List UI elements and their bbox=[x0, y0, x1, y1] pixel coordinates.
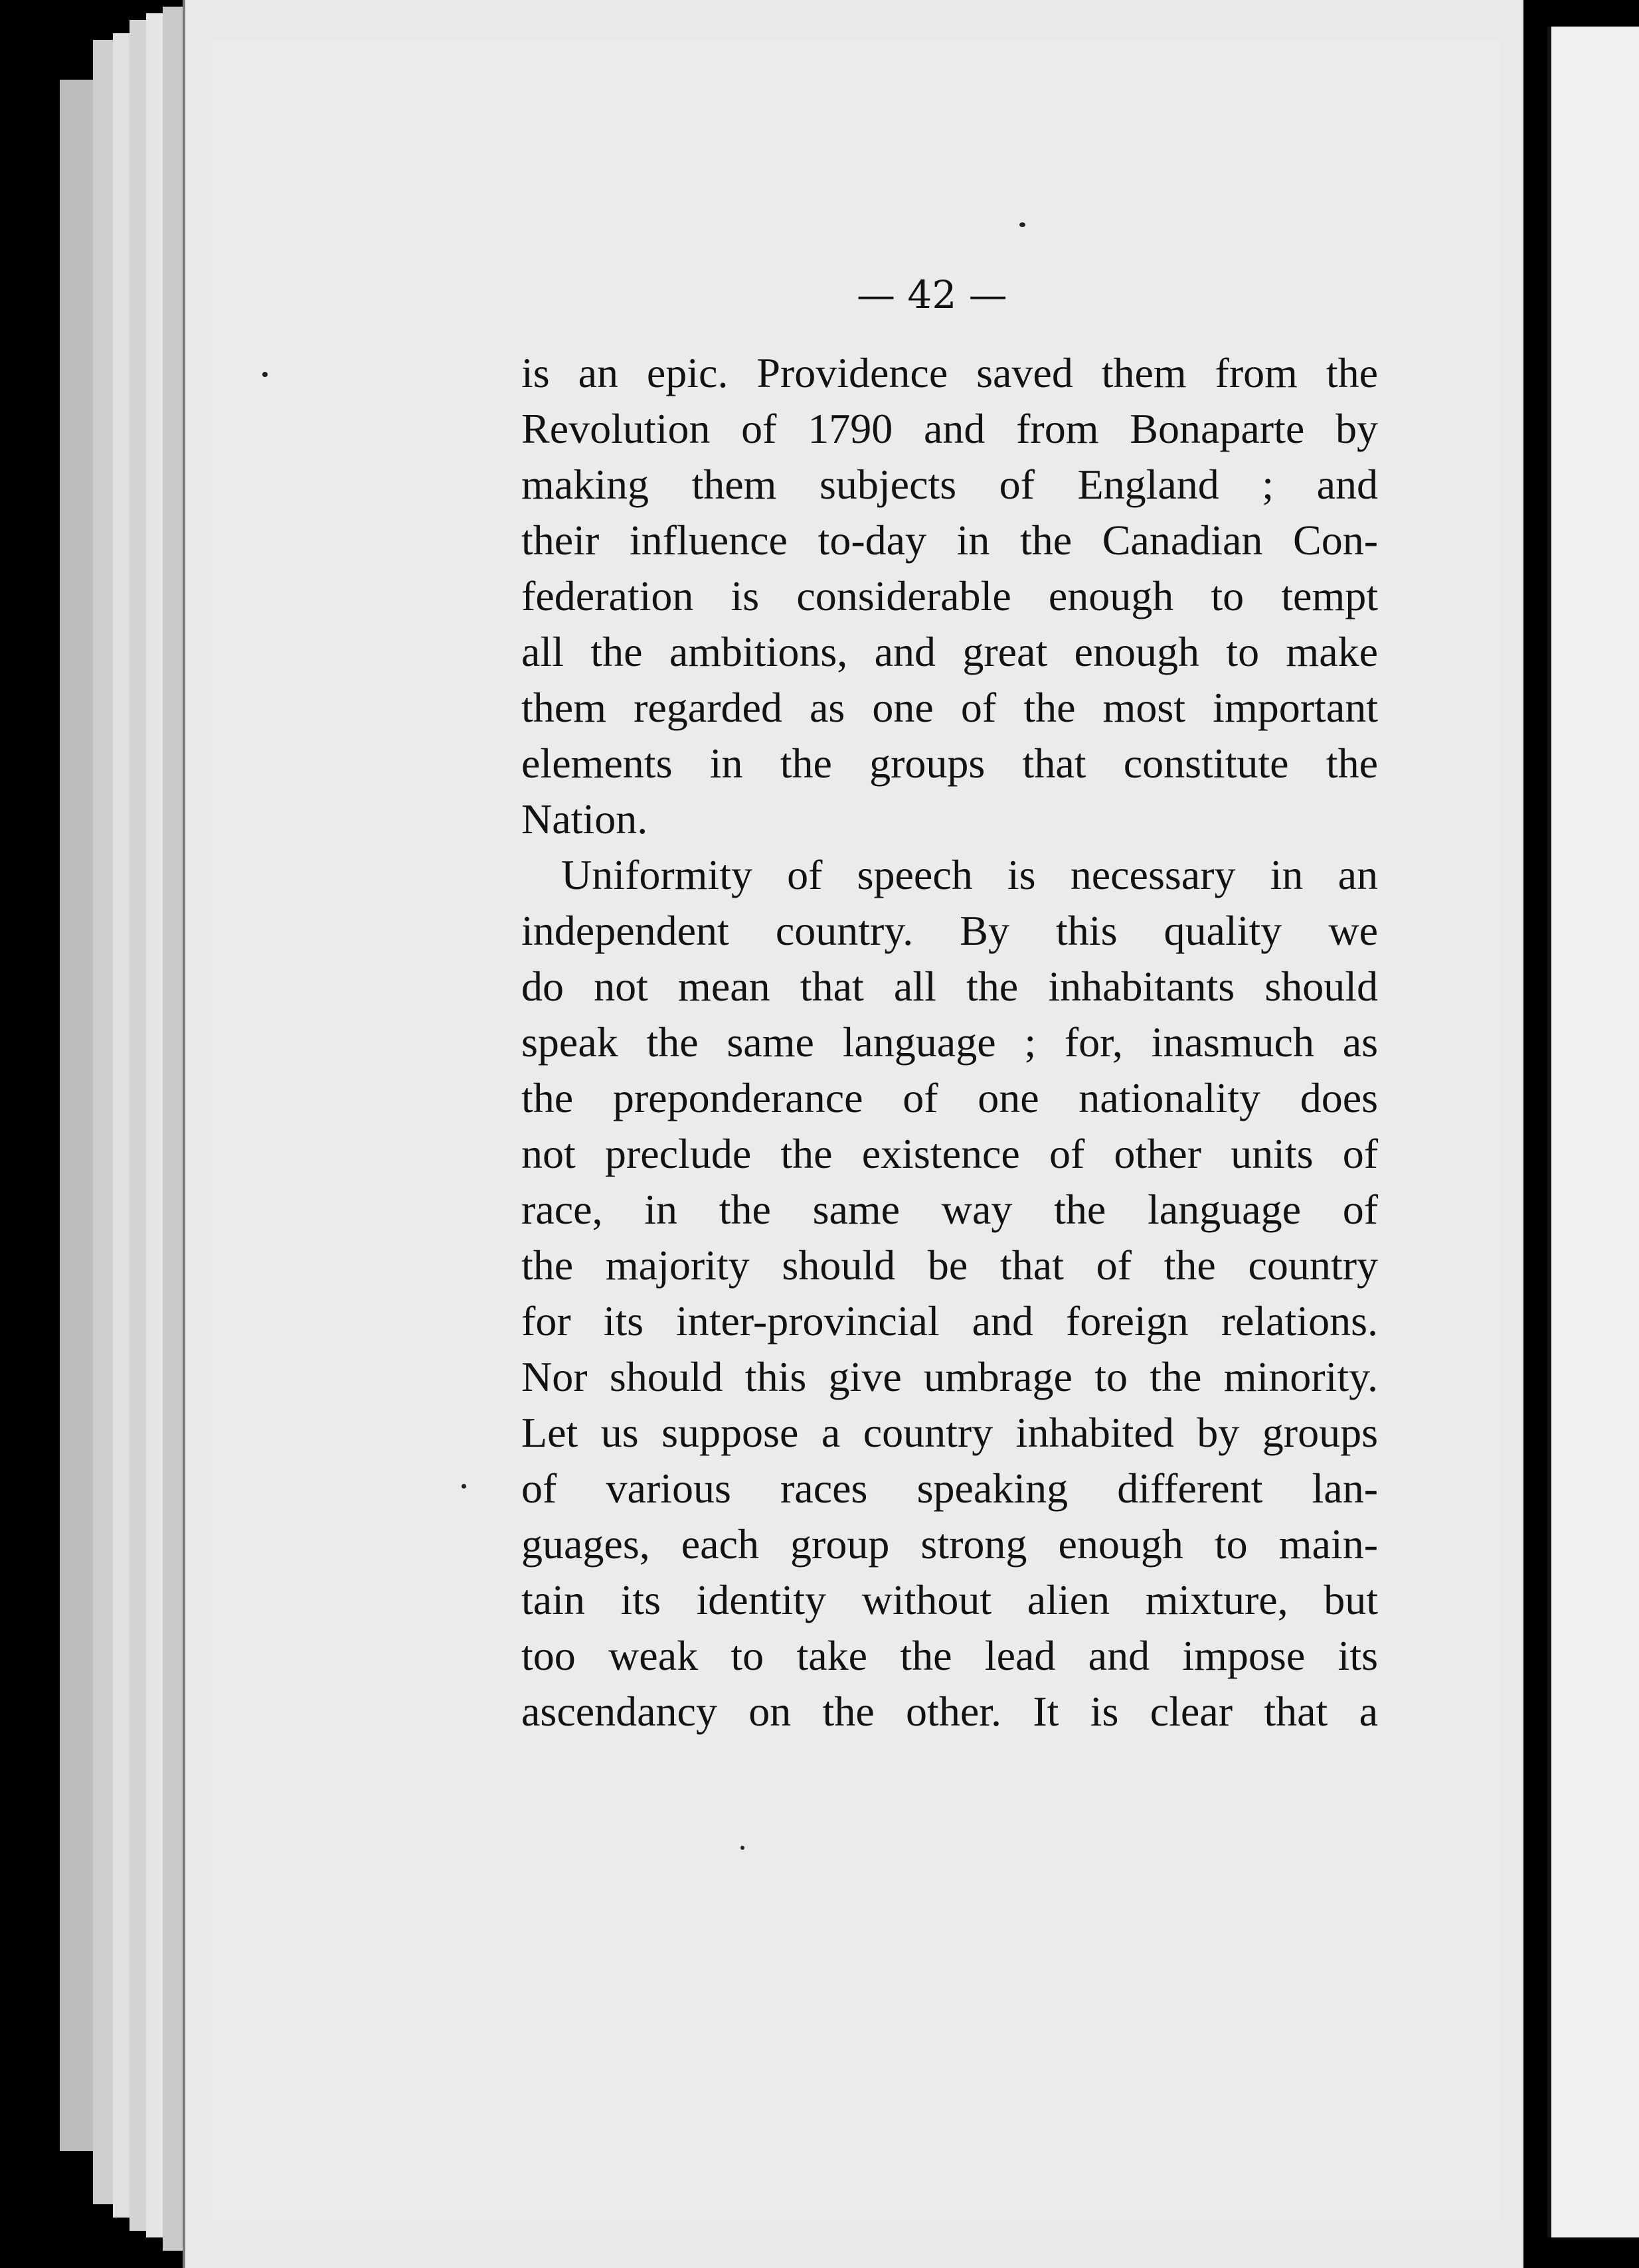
text-line: their influence to-day in the Canadian Con- bbox=[521, 517, 1378, 564]
text-line: all the ambitions, and great enough to make bbox=[521, 628, 1378, 675]
right-page-edge bbox=[1547, 27, 1639, 2237]
text-line: Uniformity of speech is necessary in an bbox=[561, 851, 1378, 898]
text-line: tain its identity without alien mixture, but bbox=[521, 1576, 1378, 1623]
text-line: making them subjects of England ; and bbox=[521, 461, 1378, 508]
text-line: race, in the same way the language of bbox=[521, 1186, 1378, 1233]
text-line: Let us suppose a country inhabited by groups bbox=[521, 1409, 1378, 1456]
scan-speck bbox=[262, 372, 268, 377]
text-line: is an epic. Providence saved them from the bbox=[521, 349, 1378, 396]
text-line: them regarded as one of the most important bbox=[521, 684, 1378, 731]
text-line: federation is considerable enough to tempt bbox=[521, 572, 1378, 619]
text-line: Nation. bbox=[521, 795, 648, 843]
text-line: for its inter-provincial and foreign relations. bbox=[521, 1297, 1378, 1344]
scan-speck bbox=[740, 1846, 744, 1850]
text-line: the majority should be that of the country bbox=[521, 1242, 1378, 1289]
page-number: — 42 — bbox=[857, 272, 1007, 317]
text-line: elements in the groups that constitute the bbox=[521, 740, 1378, 787]
text-line: of various races speaking different lan- bbox=[521, 1465, 1378, 1512]
text-line: do not mean that all the inhabitants should bbox=[521, 963, 1378, 1010]
text-line: Nor should this give umbrage to the minority. bbox=[521, 1353, 1378, 1400]
scan-speck bbox=[462, 1484, 466, 1489]
scan-speck bbox=[1019, 222, 1025, 227]
text-line: Revolution of 1790 and from Bonaparte by bbox=[521, 405, 1378, 452]
body-text bbox=[521, 345, 1378, 1740]
text-line: not preclude the existence of other units of bbox=[521, 1130, 1378, 1177]
text-line: independent country. By this quality we bbox=[521, 907, 1378, 954]
text-line: guages, each group strong enough to main- bbox=[521, 1520, 1378, 1568]
text-line: too weak to take the lead and impose its bbox=[521, 1632, 1378, 1679]
text-line: the preponderance of one nationality does bbox=[521, 1074, 1378, 1121]
text-line: ascendancy on the other. It is clear that a bbox=[521, 1688, 1378, 1735]
text-line: speak the same language ; for, inasmuch as bbox=[521, 1018, 1378, 1066]
